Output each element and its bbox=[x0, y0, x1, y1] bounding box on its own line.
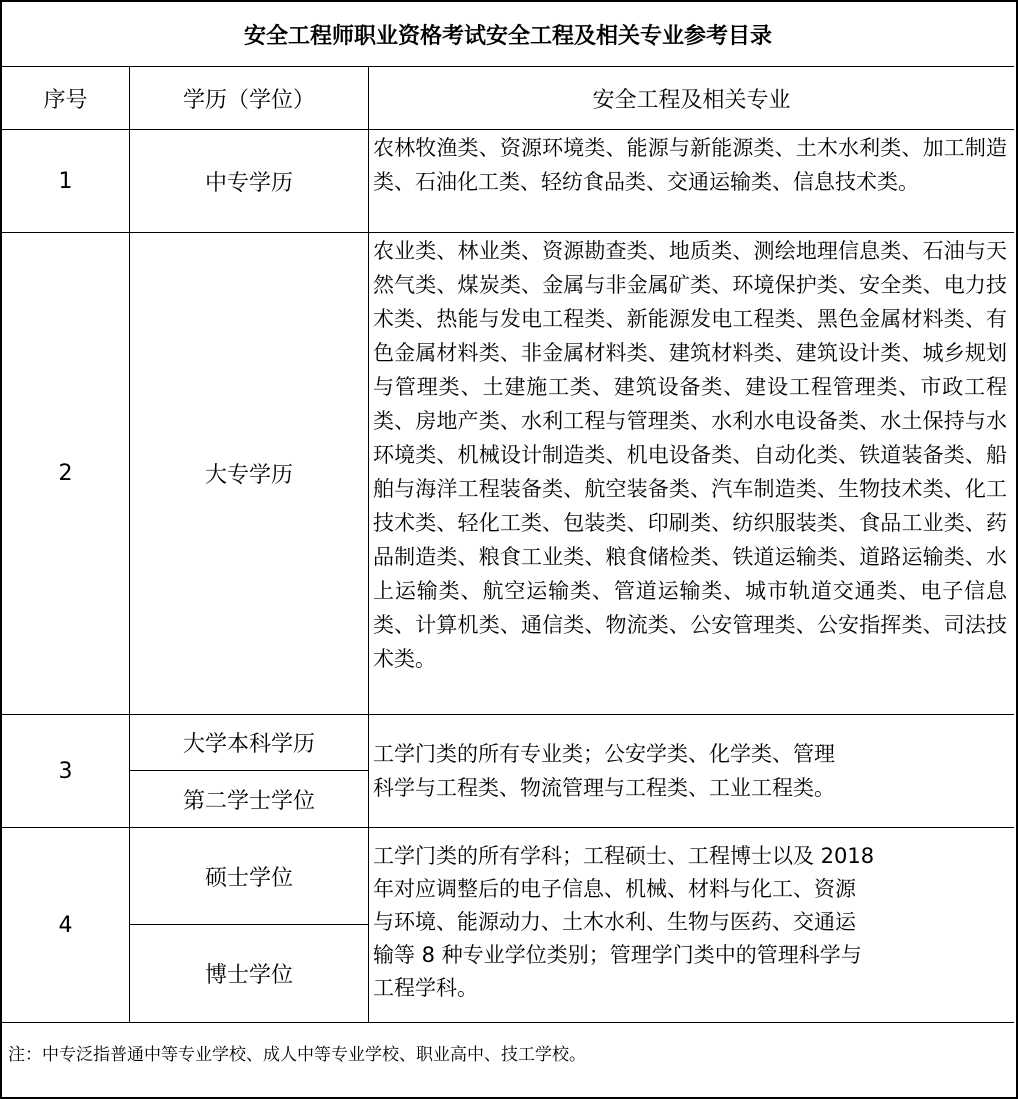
row4-majors-line: 输等 8 种专业学位类别；管理学门类中的管理科学与 bbox=[373, 943, 862, 967]
row4-degree-doctor: 博士学位 bbox=[204, 963, 293, 988]
row4-degree-master: 硕士学位 bbox=[204, 865, 293, 891]
row4-seq: 4 bbox=[58, 912, 73, 938]
row3-majors-line: 科学与工程类、物流管理与工程类、工业工程类。 bbox=[373, 776, 835, 800]
row2-degree: 大专学历 bbox=[204, 463, 293, 488]
row4-majors-line: 年对应调整后的电子信息、机械、材料与化工、资源 bbox=[373, 877, 856, 901]
row3-degree-second-bachelor: 第二学士学位 bbox=[182, 788, 315, 814]
row4-majors-line: 工学门类的所有学科；工程硕士、工程博士以及 2018 bbox=[373, 844, 875, 868]
header-majors: 安全工程及相关专业 bbox=[592, 87, 791, 113]
row2-majors: 农业类、林业类、资源勘查类、地质类、测绘地理信息类、石油与天然气类、煤炭类、金属与非金属矿类、环境保护类、安全类、电力技术类、热能与发电工程类、新能源发电工程类、黑色金属材料类、有色金属材料类、非金属材料类、建筑材料类、建筑设计类、城乡规划与管理类、土建施工类、建筑设备类、建设工程管理类、市政工程类、房地产类、水利工程与管理类、水利水电设备类、水土保持与水环境类、机械设计制造类、机电设备类、自动化类、铁道装备类、船舶与海洋工程装备类、航空装备类、汽车制造类、生物技术类、化工技术类、轻化工类、包装类、印刷类、纺织服装类、食品工业类、药品制造类、粮食工业类、粮食储检类、铁道运输类、道路运输类、水上运输类、航空运输类、管道运输类、城市轨道交通类、电子信息类、计算机类、通信类、物流类、公安管理类、公安指挥类、司法技术类。 bbox=[373, 239, 1007, 671]
table-note: 注：中专泛指普通中等专业学校、成人中等专业学校、职业高中、技工学校。 bbox=[8, 1045, 586, 1065]
row1-degree: 中专学历 bbox=[204, 170, 293, 196]
table-title: 安全工程师职业资格考试安全工程及相关专业参考目录 bbox=[243, 23, 772, 49]
row1-majors: 农林牧渔类、资源环境类、能源与新能源类、土木水利类、加工制造类、石油化工类、轻纺食品类、交通运输类、信息技术类。 bbox=[373, 136, 1007, 194]
header-seq: 序号 bbox=[43, 87, 88, 113]
row4-majors-line: 工程学科。 bbox=[373, 976, 478, 1000]
row4-majors bbox=[373, 840, 1007, 1012]
row3-majors bbox=[373, 737, 1007, 805]
row3-majors-line: 工学门类的所有专业类；公安学类、化学类、管理 bbox=[373, 742, 835, 766]
row1-seq: 1 bbox=[58, 168, 73, 194]
header-degree: 学历（学位） bbox=[182, 87, 315, 113]
rule-col2 bbox=[368, 66, 369, 1022]
rule-row4 bbox=[2, 1022, 1014, 1023]
row2-seq: 2 bbox=[58, 461, 73, 486]
row3-seq: 3 bbox=[58, 758, 73, 784]
row4-majors-line: 与环境、能源动力、土木水利、生物与医药、交通运 bbox=[373, 910, 856, 934]
row3-degree-bachelor: 大学本科学历 bbox=[182, 732, 315, 757]
